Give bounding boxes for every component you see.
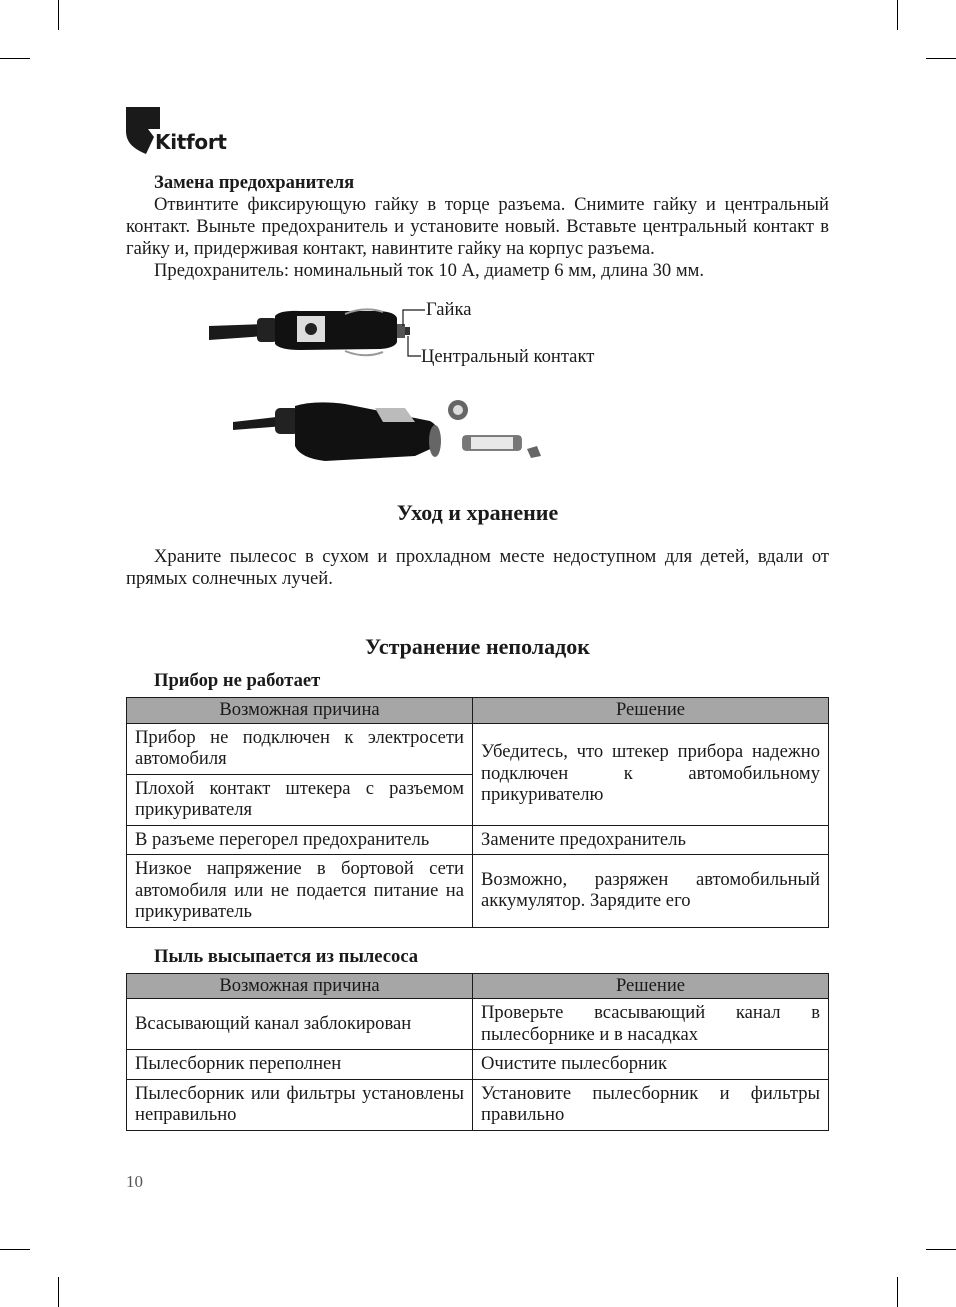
crop-mark xyxy=(58,1277,59,1307)
troubleshooting-table-dust xyxy=(126,973,829,1131)
fuse-paragraph-1: Отвинтите фиксирующую гайку в торце разъема. Снимите гайку и центральный контакт. Выньте предохранитель и установите новый. Вставьте центральный контакт в гайку и, придерживая контакт, навинтите гайку на корпус разъема. xyxy=(126,194,829,259)
table-row xyxy=(127,825,829,855)
table-row xyxy=(127,1079,829,1130)
solution-cell: Убедитесь, что штекер прибора надежно подключен к автомобильному прикуривателю xyxy=(473,723,829,825)
fuse-section-title: Замена предохранителя xyxy=(154,172,355,193)
solution-cell: Замените предохранитель xyxy=(473,825,829,855)
troubleshooting-title: Устранение неполадок xyxy=(365,634,590,659)
plug-figure xyxy=(205,296,625,471)
solution-cell: Возможно, разряжен автомобильный аккумулятор. Зарядите его xyxy=(473,855,829,928)
cause-cell: Пылесборник переполнен xyxy=(127,1050,473,1080)
table-row xyxy=(127,723,829,774)
care-paragraph: Храните пылесос в сухом и прохладном месте недоступном для детей, вдали от прямых солнечных лучей. xyxy=(126,546,829,589)
crop-mark xyxy=(0,1249,30,1250)
brand-logo xyxy=(126,107,226,157)
cause-cell: Прибор не подключен к электросети автомобиля xyxy=(127,723,473,774)
table-row xyxy=(127,855,829,928)
solution-cell: Установите пылесборник и фильтры правильно xyxy=(473,1079,829,1130)
cause-cell: В разъеме перегорел предохранитель xyxy=(127,825,473,855)
cause-cell: Низкое напряжение в бортовой сети автомобиля или не подается питание на прикуриватель xyxy=(127,855,473,928)
cause-cell: Пылесборник или фильтры установлены неправильно xyxy=(127,1079,473,1130)
table-row xyxy=(127,999,829,1050)
header-solution: Решение xyxy=(473,973,829,999)
fuse-paragraph-2: Предохранитель: номинальный ток 10 А, диаметр 6 мм, длина 30 мм. xyxy=(154,260,705,281)
care-section-title: Уход и хранение xyxy=(396,500,559,525)
header-cause: Возможная причина xyxy=(127,973,473,999)
care-section xyxy=(126,500,829,590)
brand-name: Kitfort xyxy=(155,130,227,154)
solution-cell: Проверьте всасывающий канал в пылесборнике и в насадках xyxy=(473,999,829,1050)
crop-mark xyxy=(926,1249,956,1250)
crop-mark xyxy=(897,1277,898,1307)
table-row xyxy=(127,1050,829,1080)
crop-mark xyxy=(926,58,956,59)
crop-mark xyxy=(897,0,898,30)
table2-subtitle: Пыль высыпается из пылесоса xyxy=(154,945,419,967)
troubleshooting-table-not-working xyxy=(126,697,829,928)
header-cause: Возможная причина xyxy=(127,698,473,724)
crop-mark xyxy=(0,58,30,59)
cause-cell: Плохой контакт штекера с разъемом прикуривателя xyxy=(127,774,473,825)
table1-subtitle: Прибор не работает xyxy=(154,670,321,691)
page-number: 10 xyxy=(126,1172,143,1191)
table-header-row xyxy=(127,973,829,999)
callout-central-contact: Центральный контакт xyxy=(421,346,595,367)
table-header-row xyxy=(127,698,829,724)
troubleshooting-section xyxy=(126,634,829,1131)
cause-cell: Всасывающий канал заблокирован xyxy=(127,999,473,1050)
callout-nut: Гайка xyxy=(426,299,472,320)
header-solution: Решение xyxy=(473,698,829,724)
car-plug-illustration-icon xyxy=(205,296,625,471)
solution-cell: Очистите пылесборник xyxy=(473,1050,829,1080)
crop-mark xyxy=(58,0,59,30)
fuse-section xyxy=(126,172,829,282)
